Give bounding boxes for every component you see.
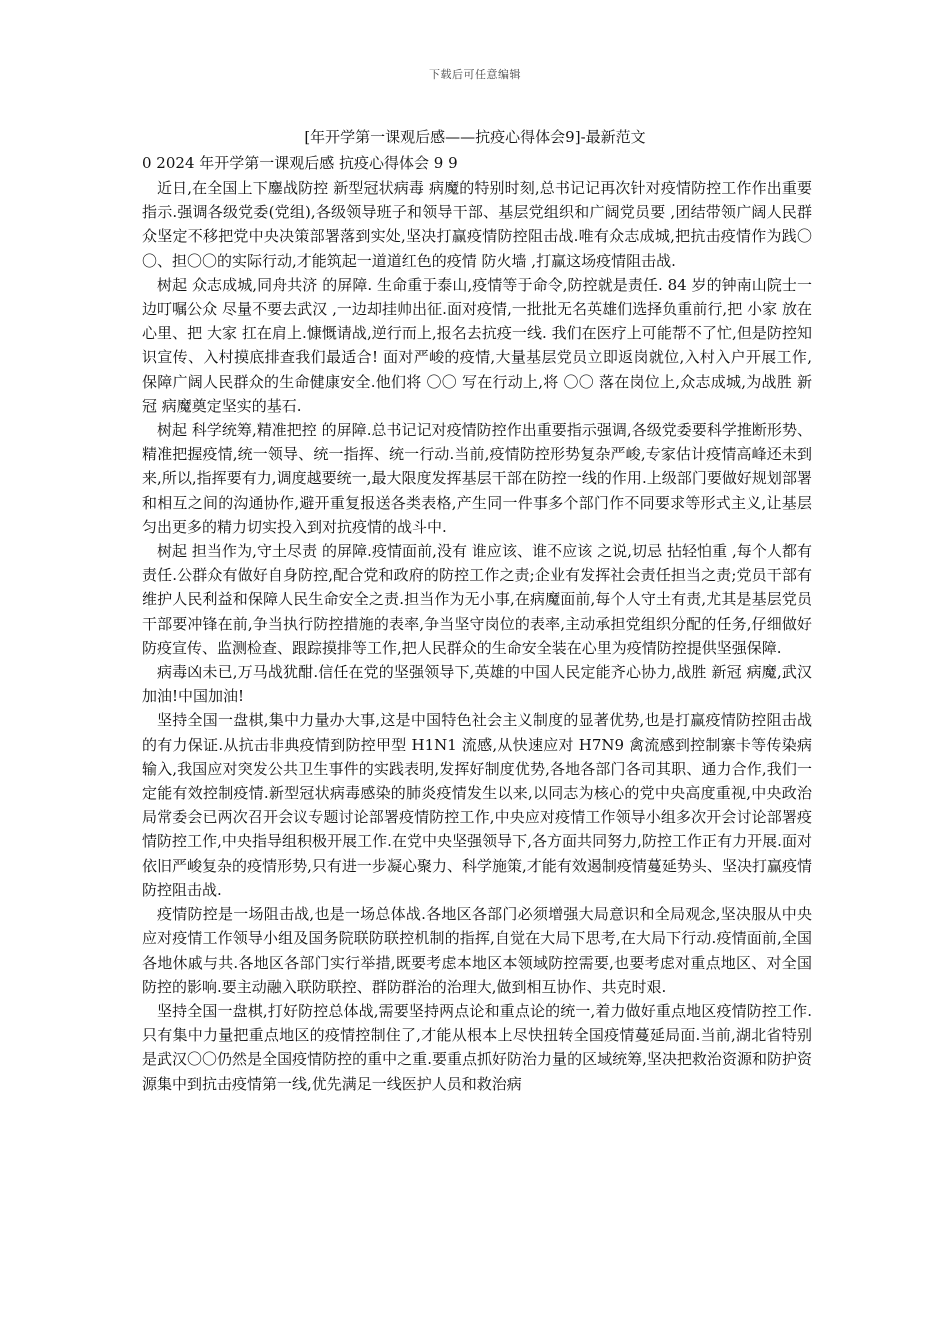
- paragraph-2: 树起 众志成城,同舟共济 的屏障. 生命重于泰山,疫情等于命令,防控就是责任. 84 岁的钟南山院士一边叮嘱公众 尽量不要去武汉 ,一边却挂帅出征.面对疫情,一批批无名英雄们选择负重前行,把 小家 放在心里、把 大家 扛在肩上.慷慨请战,逆行而上,报名去抗疫一线. 我们在医疗上可能帮不了忙,但是防控知识宣传、入村摸底排查我们最适合! 面对严峻的疫情,大量基层党员立即返岗就位,入村入户开展工作,保障广阔人民群众的生命健康安全.他们将 〇〇 写在行动上,将 〇〇 落在岗位上,众志成城,为战胜 新冠 病魔奠定坚实的基石.: [142, 275, 812, 415]
- download-watermark: 下载后可任意编辑: [429, 68, 521, 81]
- paragraph-5: 病毒凶未已,万马战犹酣.信任在党的坚强领导下,英雄的中国人民定能齐心协力,战胜 新冠 病魔,武汉加油!中国加油!: [142, 663, 812, 706]
- paragraph-7: 疫情防控是一场阻击战,也是一场总体战.各地区各部门必须增强大局意识和全局观念,坚决服从中央应对疫情工作领导小组及国务院联防联控机制的指挥,自觉在大局下思考,在大局下行动.疫情面前,全国各地休戚与共.各地区各部门实行举措,既要考虑本地区本领域防控需要,也要考虑对重点地区、对全国防控的影响.要主动融入联防联控、群防群治的治理大,做到相互协作、共克时艰.: [142, 905, 812, 996]
- paragraph-8: 坚持全国一盘棋,打好防控总体战,需要坚持两点论和重点论的统一,着力做好重点地区疫情防控工作.只有集中力量把重点地区的疫情控制住了,才能从根本上尽快扭转全国疫情蔓延局面.当前,湖北省特别是武汉〇〇仍然是全国疫情防控的重中之重.要重点抓好防治力量的区域统筹,坚决把救治资源和防护资源集中到抗击疫情第一线,优先满足一线医护人员和救治病: [142, 1001, 812, 1093]
- document-body: [142, 176, 812, 1096]
- paragraph-4: 树起 担当作为,守土尽责 的屏障.疫情面前,没有 谁应该、谁不应该 之说,切忌 拈轻怕重 ,每个人都有责任.公群众有做好自身防控,配合党和政府的防控工作之责;企业有发挥社会责任担当之责;党员干部有维护人民利益和保障人民生命安全之责.担当作为无小事,在病魔面前,每个人守土有责,尤其是基层党员干部要冲锋在前,争当执行防控措施的表率,争当坚守岗位的表率,主动承担党组织分配的任务,仔细做好防疫宣传、监测检查、跟踪摸排等工作,把人民群众的生命安全装在心里为疫情防控提供坚强保障.: [142, 542, 812, 657]
- paragraph-3: 树起 科学统筹,精准把控 的屏障.总书记记对疫情防控作出重要指示强调,各级党委要科学推断形势、精准把握疫情,统一领导、统一指挥、统一行动.当前,疫情防控形势复杂严峻,专家估计疫情高峰还未到来,所以,指挥要有力,调度越要统一,最大限度发挥基层干部在防控一线的作用.上级部门要做好规划部署和相互之间的沟通协作,避开重复报送各类表格,产生同一件事多个部门作不同要求等形式主义,让基层匀出更多的精力切实投入到对抗疫情的战斗中.: [142, 421, 812, 536]
- document-subtitle: 0 2024 年开学第一课观后感 抗疫心得体会 9 9: [142, 154, 458, 172]
- paragraph-1: 近日,在全国上下鏖战防控 新型冠状病毒 病魔的特别时刻,总书记记再次针对疫情防控工作作出重要指示.强调各级党委(党组),各级领导班子和领导干部、基层党组织和广阔党员要 ,团结带领广阔人民群众坚定不移把党中央决策部署落到实处,坚决打赢疫情防控阻击战.唯有众志成城,把抗击疫情作为践〇〇、担〇〇的实际行动,才能筑起一道道红色的疫情 防火墙 ,打赢这场疫情阻击战.: [142, 179, 812, 270]
- document-title: [年开学第一课观后感——抗疫心得体会9]-最新范文: [304, 128, 646, 146]
- paragraph-6: 坚持全国一盘棋,集中力量办大事,这是中国特色社会主义制度的显著优势,也是打赢疫情防控阻击战的有力保证.从抗击非典疫情到防控甲型 H1N1 流感,从快速应对 H7N9 禽流感到控制寨卡等传染病输入,我国应对突发公共卫生事件的实践表明,发挥好制度优势,各地各部门各司其职、通力合作,我们一定能有效控制疫情.新型冠状病毒感染的肺炎疫情发生以来,以同志为核心的党中央高度重视,中央政治局常委会已两次召开会议专题讨论部署疫情防控工作,中央应对疫情工作领导小组多次开会讨论部署疫情防控工作,中央指导组积极开展工作.在党中央坚强领导下,各方面共同努力,防控工作正有力开展.面对依旧严峻复杂的疫情形势,只有进一步凝心聚力、科学施策,才能有效遏制疫情蔓延势头、坚决打赢疫情防控阻击战.: [142, 711, 812, 899]
